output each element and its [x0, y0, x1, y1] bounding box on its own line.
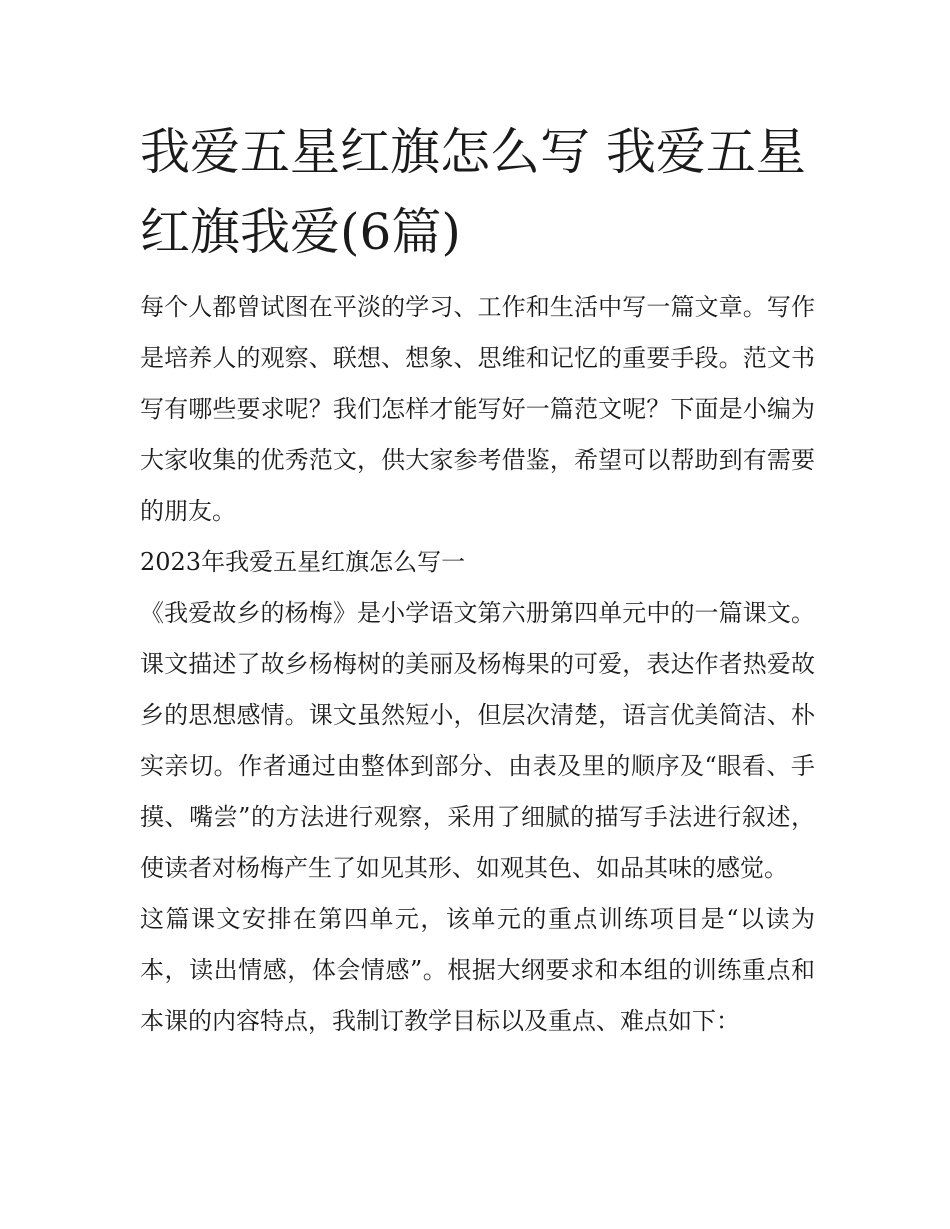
- document-title: 我爱五星红旗怎么写 我爱五星红旗我爱(6篇): [140, 123, 806, 261]
- document-page: [140, 112, 815, 1047]
- body-paragraph-2: 这篇课文安排在第四单元，该单元的重点训练项目是“以读为本，读出情感，体会情感”。根据大纲要求和本组的训练重点和本课的内容特点，我制订教学目标以及重点、难点如下：: [140, 905, 815, 1035]
- intro-paragraph: 每个人都曾试图在平淡的学习、工作和生活中写一篇文章。写作是培养人的观察、联想、想象、思维和记忆的重要手段。范文书写有哪些要求呢？我们怎样才能写好一篇范文呢？下面是小编为大家收集的优秀范文，供大家参考借鉴，希望可以帮助到有需要的朋友。: [140, 293, 815, 525]
- section-heading: 2023年我爱五星红旗怎么写一: [140, 548, 466, 576]
- body-paragraph-1: 《我爱故乡的杨梅》是小学语文第六册第四单元中的一篇课文。课文描述了故乡杨梅树的美丽及杨梅果的可爱，表达作者热爱故乡的思想感情。课文虽然短小，但层次清楚，语言优美简洁、朴实亲切。作者通过由整体到部分、由表及里的顺序及“眼看、手摸、嘴尝”的方法进行观察，采用了细腻的描写手法进行叙述，使读者对杨梅产生了如见其形、如观其色、如品其味的感觉。: [140, 599, 815, 882]
